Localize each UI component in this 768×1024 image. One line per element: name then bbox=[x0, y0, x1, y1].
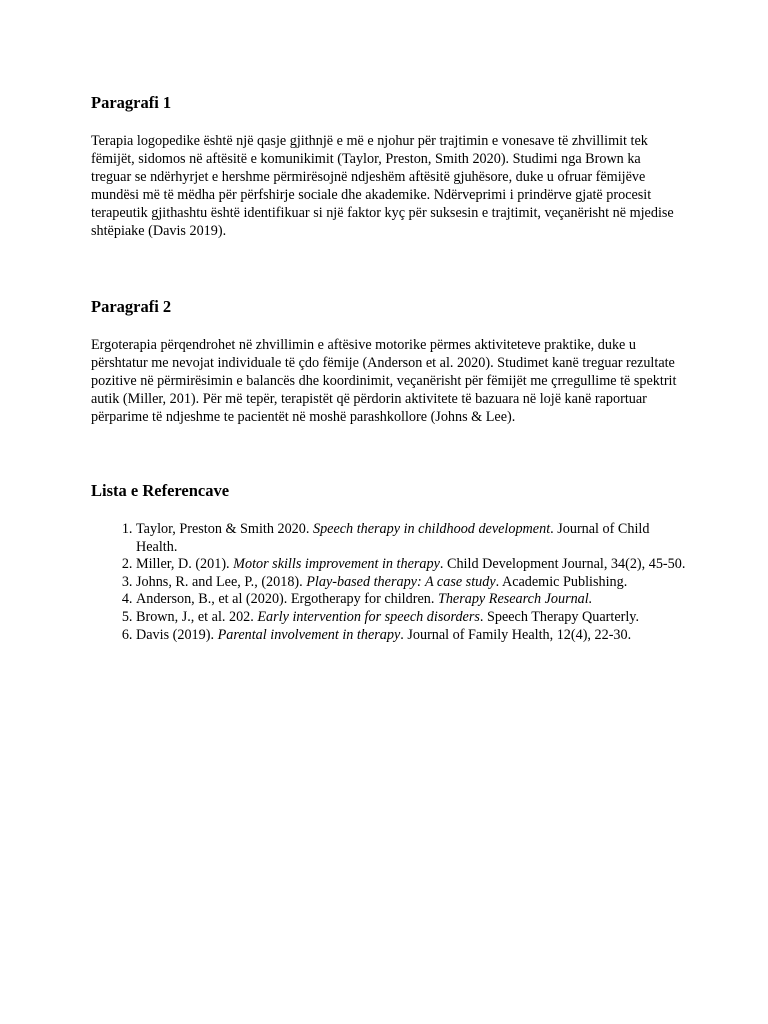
reference-source: . Academic Publishing. bbox=[495, 573, 628, 590]
document-page bbox=[91, 92, 686, 644]
reference-item bbox=[136, 627, 686, 645]
paragraph-1-text: Terapia logopedike është një qasje gjithnjë e më e njohur për trajtimin e vonesave të zhvillimit tek fëmijët, sidomos në aftësitë e komunikimit (Taylor, Preston, Smith 2020). Studimi nga Brown ka treguar se ndërhyrjet e hershme përmirësojnë ndjeshëm aftësitë gjuhësore, duke u ofruar fëmijëve mundësi më të mëdha për përfshirje sociale dhe akademike. Ndërveprimi i prindërve gjatë procesit terapeutik gjithashtu është identifikuar si një faktor kyç për suksesin e trajtimit, veçanërisht në mjedise shtëpiake (Davis 2019). bbox=[91, 133, 674, 239]
reference-text: Brown, J., et al. 202. bbox=[136, 608, 258, 625]
reference-item bbox=[136, 609, 686, 627]
reference-list bbox=[91, 521, 686, 644]
reference-text: Anderson, B., et al (2020). Ergotherapy for children. bbox=[136, 591, 438, 608]
reference-text: Davis (2019). bbox=[136, 626, 218, 643]
section-heading-paragrafi-2: Paragrafi 2 bbox=[91, 297, 172, 316]
reference-source: . Journal of Family Health, 12(4), 22-30. bbox=[400, 626, 632, 643]
reference-title: Therapy Research Journal. bbox=[437, 591, 593, 608]
reference-title: Speech therapy in childhood development bbox=[312, 521, 551, 537]
reference-source: . Journal of Child Health. bbox=[136, 521, 650, 555]
reference-text: Miller, D. (201). bbox=[136, 556, 234, 573]
section-heading-paragrafi-1: Paragrafi 1 bbox=[91, 93, 172, 112]
reference-text: Johns, R. and Lee, P., (2018). bbox=[136, 573, 307, 590]
reference-title: Play-based therapy: A case study bbox=[306, 573, 496, 590]
references-heading: Lista e Referencave bbox=[91, 481, 230, 500]
reference-title: Early intervention for speech disorders bbox=[257, 608, 480, 625]
paragraph-2-text: Ergoterapia përqendrohet në zhvillimin e aftësive motorike përmes aktiviteteve praktike, duke u përshtatur me nevojat individuale të çdo fëmije (Anderson et al. 2020). Studimet kanë treguar rezultate pozitive në përmirësimin e balancës dhe koordinimit, veçanërisht për fëmijët me çrregullime të spektrit autik (Miller, 201). Për më tepër, terapistët që përdorin aktivitete të bazuara në lojë kanë raportuar përparime të ndjeshme te pacientët në moshë parashkollore (Johns & Lee). bbox=[91, 337, 677, 425]
reference-item bbox=[136, 591, 686, 609]
reference-text: Taylor, Preston & Smith 2020. bbox=[136, 521, 313, 537]
reference-source: . Speech Therapy Quarterly. bbox=[479, 608, 640, 625]
reference-title: Motor skills improvement in therapy bbox=[233, 556, 440, 573]
reference-item bbox=[136, 521, 686, 556]
reference-item bbox=[136, 574, 686, 592]
reference-item bbox=[136, 556, 686, 574]
reference-source: . Child Development Journal, 34(2), 45-50. bbox=[439, 556, 686, 573]
reference-title: Parental involvement in therapy bbox=[217, 626, 401, 643]
